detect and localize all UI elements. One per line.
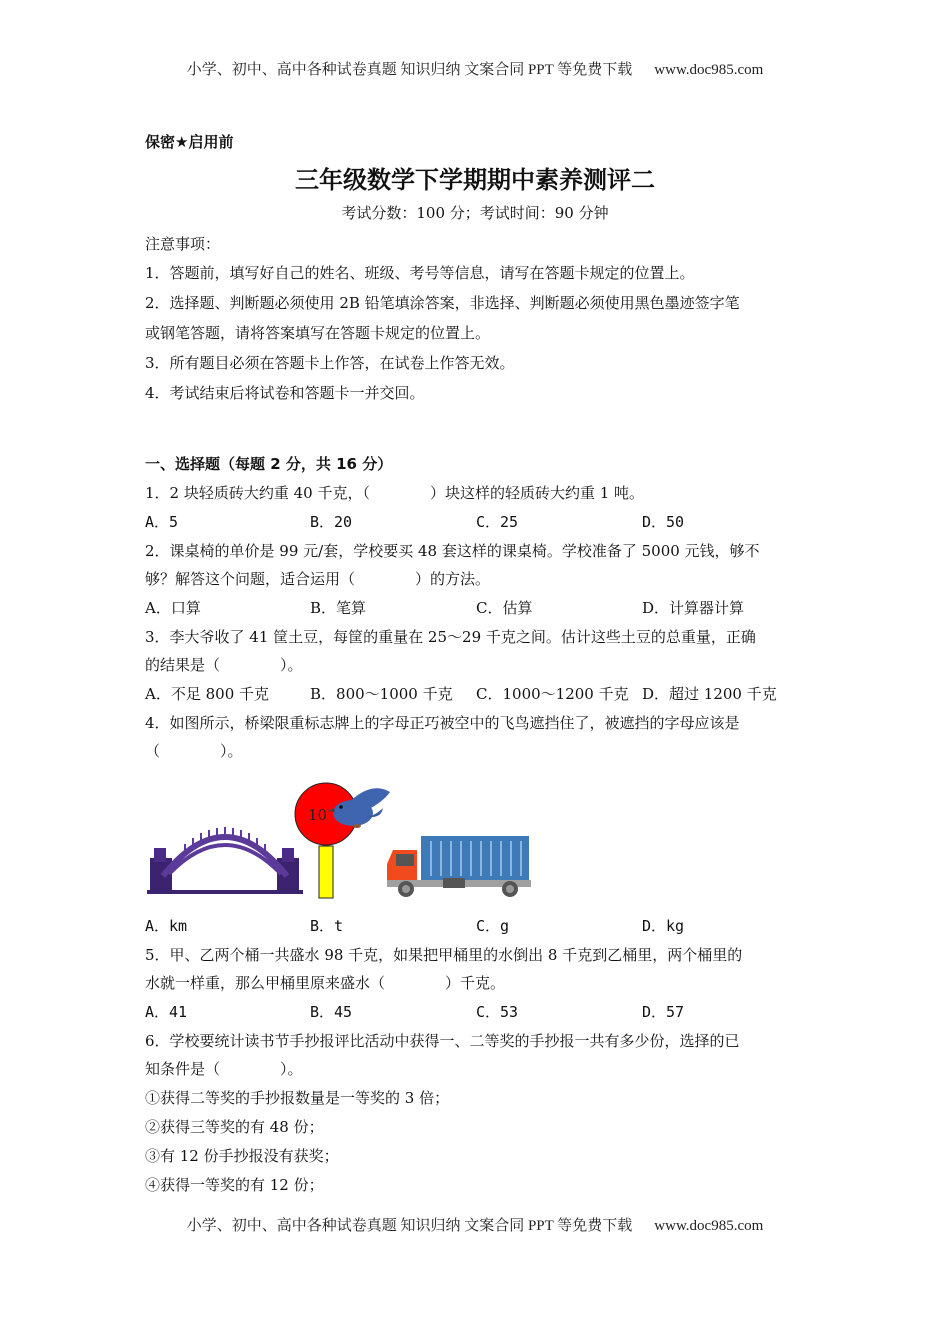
bridge-icon [147,827,303,894]
question-5-text: 5．甲、乙两个桶一共盛水 98 千克，如果把甲桶里的水倒出 8 千克到乙桶里，两个桶里的 [145,946,743,964]
q2-option-d: D．计算器计算 [642,599,745,617]
question-6-text: 6．学校要统计读书节手抄报评比活动中获得一、二等奖的手抄报一共有多少份，选择的已 [145,1032,740,1050]
q4-option-b: B．t [310,917,344,935]
q1-option-c: C．25 [476,513,519,531]
question-6-text-cont: 知条件是（ ）。 [145,1060,303,1078]
note-line: 4．考试结束后将试卷和答题卡一并交回。 [145,384,425,402]
bridge-sign-figure [145,778,545,903]
q3-option-c: C．1000～1200 千克 [476,685,629,703]
question-4-text: 4．如图所示，桥梁限重标志牌上的字母正巧被空中的飞鸟遮挡住了，被遮挡的字母应该是 [145,714,740,732]
q6-condition-2: ②获得三等奖的有 48 份； [145,1118,324,1136]
q5-option-c: C．53 [476,1003,519,1021]
q4-option-d: D．kg [642,917,685,935]
q2-option-a: A．口算 [145,599,201,617]
q3-option-b: B．800～1000 千克 [310,685,453,703]
note-line: 2．选择题、判断题必须使用 2B 铅笔填涂答案，非选择、判断题必须使用黑色墨迹签字笔 [145,294,740,312]
question-4-text-cont: （ ）。 [145,742,243,760]
note-line: 1．答题前，填写好自己的姓名、班级、考号等信息，请写在答题卡规定的位置上。 [145,264,695,282]
q5-option-a: A．41 [145,1003,188,1021]
q1-option-d: D．50 [642,513,685,531]
note-line: 3．所有题目必须在答题卡上作答，在试卷上作答无效。 [145,354,515,372]
header-url[interactable]: www.doc985.com [654,62,764,78]
q1-option-a: A．5 [145,513,179,531]
question-2-text: 2．课桌椅的单价是 99 元/套，学校要买 48 套这样的课桌椅。学校准备了 5000 元钱，够不 [145,542,760,560]
q6-condition-3: ③有 12 份手抄报没有获奖； [145,1147,339,1165]
truck-icon [387,836,531,897]
note-line: 或钢笔答题，请将答案填写在答题卡规定的位置上。 [145,324,491,342]
question-3-text: 3．李大爷收了 41 筐土豆，每筐的重量在 25～29 千克之间。估计这些土豆的总重量，正确 [145,628,756,646]
header-text: 小学、初中、高中各种试卷真题 知识归纳 文案合同 PPT 等免费下载 [186,62,633,78]
q2-option-b: B．笔算 [310,599,367,617]
q1-option-b: B．20 [310,513,353,531]
bridge-sign-illustration [145,778,545,903]
footer-text: 小学、初中、高中各种试卷真题 知识归纳 文案合同 PPT 等免费下载 [186,1218,633,1234]
q5-option-b: B．45 [310,1003,353,1021]
sign-text: 10 [308,806,328,824]
q6-condition-1: ①获得二等奖的手抄报数量是一等奖的 3 倍； [145,1089,450,1107]
question-1-text: 1．2 块轻质砖大约重 40 千克，（ ）块这样的轻质砖大约重 1 吨。 [145,484,645,502]
sign-pole [319,846,333,898]
q5-option-d: D．57 [642,1003,685,1021]
confidential-label: 保密★启用前 [145,133,234,151]
q4-option-a: A．km [145,917,188,935]
footer-url[interactable]: www.doc985.com [654,1218,764,1234]
page-header [0,58,950,79]
question-3-text-cont: 的结果是（ ）。 [145,656,303,674]
q6-condition-4: ④获得一等奖的有 12 份； [145,1176,324,1194]
q2-option-c: C．估算 [476,599,533,617]
exam-info: 考试分数：100 分；考试时间：90 分钟 [341,204,609,222]
page-title: 三年级数学下学期期中素养测评二 [295,166,655,194]
page-footer [0,1214,950,1235]
question-2-text-cont: 够？解答这个问题，适合运用（ ）的方法。 [145,570,491,588]
q3-option-d: D．超过 1200 千克 [642,685,777,703]
q3-option-a: A．不足 800 千克 [145,685,269,703]
question-5-text-cont: 水就一样重，那么甲桶里原来盛水（ ）千克。 [145,974,506,992]
notes-heading: 注意事项： [145,235,221,253]
section-heading: 一、选择题（每题 2 分，共 16 分） [145,455,393,473]
q4-option-c: C．g [476,917,510,935]
